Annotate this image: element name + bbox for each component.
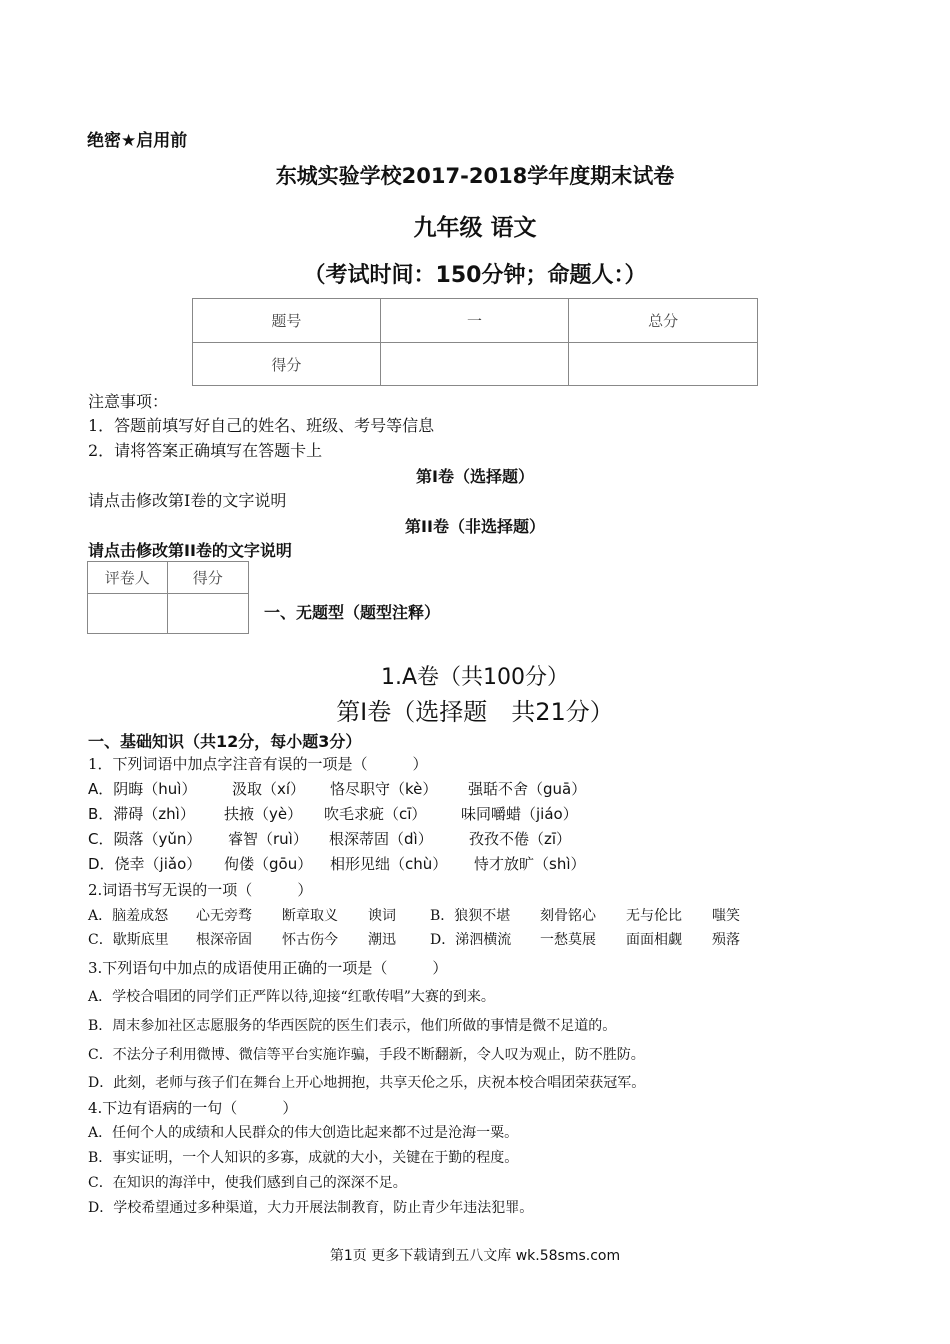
q1-word: B．滞碍（zhì）	[88, 805, 195, 823]
q4-option-d[interactable]: D．学校希望通过多种渠道，大力开展法制教育，防止青少年违法犯罪。	[88, 1200, 534, 1216]
q2-word: 无与伦比	[626, 908, 682, 924]
volume-title: 1.A卷（共100分）	[380, 665, 570, 690]
notes-item: 2．请将答案正确填写在答题卡上	[88, 441, 323, 460]
grader-table-header: 得分	[167, 562, 248, 594]
q3-option-a[interactable]: A．学校合唱团的同学们正严阵以待,迎接“红歌传唱”大赛的到来。	[88, 989, 495, 1005]
score-table	[192, 298, 758, 386]
grader-table-cell[interactable]	[167, 594, 248, 634]
q2-word: 怀古伤今	[282, 932, 338, 948]
q2-option-cd[interactable]	[88, 929, 740, 949]
q1-word: 睿智（ruì）	[228, 830, 308, 848]
q2-word: 潮迅	[368, 932, 396, 948]
notes-item: 1．答题前填写好自己的姓名、班级、考号等信息	[88, 416, 435, 435]
score-table-cell: 总分	[569, 299, 758, 343]
basic-heading: 一、基础知识（共12分，每小题3分）	[88, 732, 362, 751]
q1-option-a[interactable]	[88, 778, 586, 799]
part1-heading: 第I卷（选择题）	[416, 467, 534, 486]
q2-word: 谀词	[368, 908, 396, 924]
q3-option-d[interactable]: D．此刻，老师与孩子们在舞台上开心地拥抱，共享天伦之乐，庆祝本校合唱团荣获冠军。	[88, 1075, 646, 1091]
q2-word: 根深帝固	[196, 932, 252, 948]
part2-desc[interactable]: 请点击修改第II卷的文字说明	[88, 541, 292, 560]
q1-option-d[interactable]	[88, 853, 586, 874]
part1-desc[interactable]: 请点击修改第I卷的文字说明	[88, 491, 287, 510]
q1-word: 吹毛求疵（cī）	[324, 805, 427, 823]
q1-word: 相形见绌（chù）	[330, 855, 448, 873]
score-table-cell: 题号	[193, 299, 381, 343]
section-type: 一、无题型（题型注释）	[264, 603, 441, 622]
q2-word: 嗤笑	[712, 908, 740, 924]
page-footer: 第1页 更多下载请到五八文库 wk.58sms.com	[329, 1248, 621, 1264]
q1-word: 汲取（xí）	[232, 780, 306, 798]
q1-word: 佝偻（gōu）	[224, 855, 313, 873]
q4-stem: 4.下边有语病的一句（ ）	[88, 1099, 298, 1117]
q1-word: 恃才放旷（shì）	[474, 855, 586, 873]
q2-word: B．狼狈不堪	[430, 908, 511, 924]
secret-label: 绝密★启用前	[87, 131, 188, 151]
grader-table-cell[interactable]	[88, 594, 168, 634]
q4-option-b[interactable]: B．事实证明，一个人知识的多寡，成就的大小，关键在于勤的程度。	[88, 1150, 519, 1166]
q2-word: 断章取义	[282, 908, 338, 924]
notes-heading: 注意事项：	[88, 392, 169, 411]
q3-option-b[interactable]: B．周末参加社区志愿服务的华西医院的医生们表示，他们所做的事情是微不足道的。	[88, 1018, 617, 1034]
q3-option-c[interactable]: C．不法分子利用微博、微信等平台实施诈骗，手段不断翻新，令人叹为观止，防不胜防。	[88, 1047, 645, 1063]
q2-word: 心无旁骛	[196, 908, 252, 924]
q2-word: D．涕泗横流	[430, 932, 512, 948]
q1-word: 根深蒂固（dì）	[329, 830, 433, 848]
q2-option-ab[interactable]	[88, 905, 740, 925]
q1-word: C．陨落（yǔn）	[88, 830, 202, 848]
q2-word: C．歇斯底里	[88, 932, 169, 948]
exam-info: （考试时间：150分钟；命题人：）	[303, 263, 647, 288]
exam-title: 东城实验学校2017-2018学年度期末试卷	[275, 164, 675, 188]
q2-word: 一愁莫展	[540, 932, 596, 948]
q1-word: 恪尽职守（kè）	[330, 780, 438, 798]
q2-stem: 2.词语书写无误的一项（ ）	[88, 881, 313, 899]
q2-word: 面面相觑	[626, 932, 682, 948]
exam-subtitle: 九年级 语文	[413, 215, 537, 241]
q4-option-c[interactable]: C．在知识的海洋中，使我们感到自己的深深不足。	[88, 1175, 407, 1191]
q1-option-c[interactable]	[88, 828, 571, 849]
score-table-cell[interactable]	[569, 343, 758, 386]
score-table-cell[interactable]	[380, 343, 569, 386]
q1-option-b[interactable]	[88, 803, 578, 824]
q1-stem: 1．下列词语中加点字注音有误的一项是（ ）	[88, 755, 428, 773]
grader-table-header: 评卷人	[88, 562, 168, 594]
q2-word: 殒落	[712, 932, 740, 948]
q1-word: D．侥幸（jiǎo）	[88, 855, 202, 873]
q3-stem: 3.下列语句中加点的成语使用正确的一项是（ ）	[88, 959, 448, 977]
grader-table	[87, 561, 249, 634]
q1-word: A．阴晦（huì）	[88, 780, 197, 798]
q4-option-a[interactable]: A．任何个人的成绩和人民群众的伟大创造比起来都不过是沧海一粟。	[88, 1125, 519, 1141]
q2-word: 刻骨铭心	[540, 908, 596, 924]
q2-word: A．脑羞成怒	[88, 908, 169, 924]
score-table-cell: 一	[380, 299, 569, 343]
q1-word: 扶掖（yè）	[224, 805, 303, 823]
part2-heading: 第II卷（非选择题）	[405, 517, 545, 536]
q1-word: 强聒不舍（guā）	[468, 780, 587, 798]
volume-subtitle: 第Ⅰ卷（选择题 共21分）	[336, 698, 614, 726]
q1-word: 味同嚼蜡（jiáo）	[461, 805, 578, 823]
score-table-cell: 得分	[193, 343, 381, 386]
q1-word: 孜孜不倦（zī）	[469, 830, 572, 848]
